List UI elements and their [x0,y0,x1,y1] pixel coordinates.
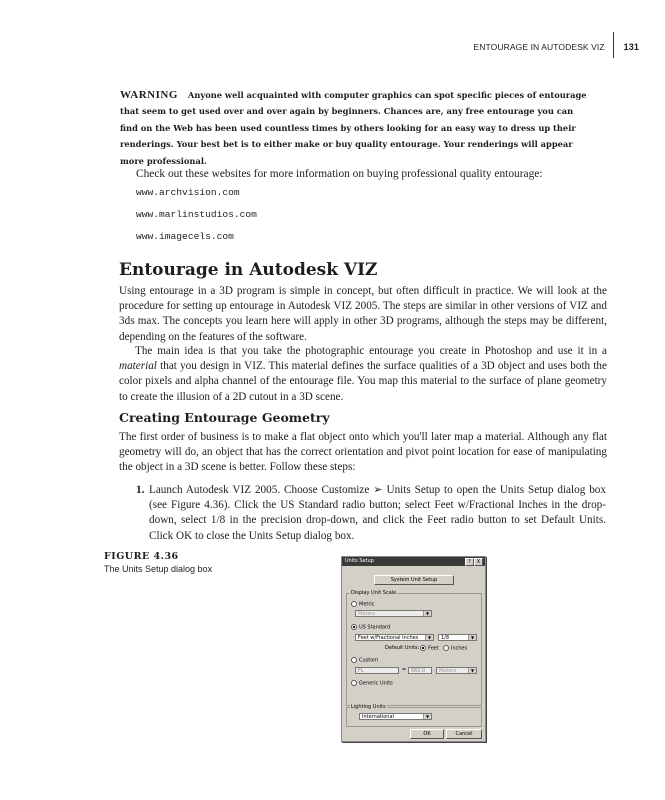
chevron-down-icon: ▼ [423,611,431,616]
precision-value: 1/8 [441,635,450,641]
custom-label: Custom [359,657,379,664]
display-unit-scale-label: Display Unit Scale [351,590,397,596]
running-head: ENTOURAGE IN AUTODESK VIZ [473,42,605,52]
url-item: www.imagecels.com [136,231,234,242]
us-standard-radio[interactable] [351,624,390,631]
precision-dropdown[interactable] [438,634,477,641]
feet-radio-icon [420,645,426,651]
us-standard-radio-icon [351,624,357,630]
chevron-down-icon: ▼ [468,635,476,640]
custom-unit-dropdown[interactable] [436,667,477,674]
inches-radio-icon [443,645,449,651]
figure-caption-text: The Units Setup dialog box [104,564,213,574]
paragraph-3: The first order of business is to make a flat object onto which you'll later map a material. Although any flat geometry will do, an object that has the correct orientation and pivot point location for ease of manipulating the object in a 3D scene is better. Follow these steps: [119,431,607,474]
system-unit-setup-button[interactable]: System Unit Setup [374,575,454,585]
metric-dropdown[interactable] [355,610,432,617]
figure-caption [104,551,224,575]
step-text: Launch Autodesk VIZ 2005. Choose Customize ➢ Units Setup to open the Units Setup dialog box (see Figure 4.36). Click the US Standard radio button; select Feet w/Fractional Inches in the drop-down, select 1/8 in the precision drop-down, and click the Feet radio button to set Default Units. Click OK to close the Units Setup dialog box. [149,484,606,542]
paragraph-1: Using entourage in a 3D program is simple in concept, but often difficult in practice. We will look at the procedure for setting up entourage in Autodesk VIZ 2005. The steps are similar in other versions of VIZ and 3ds max. The concepts you learn here will apply in other 3D programs, although the steps may be different, depending on the features of the software. [119,285,607,343]
chevron-down-icon: ▼ [468,668,476,673]
lighting-units-group [346,704,482,727]
us-units-value: Feet w/Fractional Inches [358,635,419,641]
paragraph-2-end: that you design in VIZ. This material defines the surface qualities of a 3D object and uses both the color pixels and alpha channel of the entourage file. You map this material to the surface of plane geometry to create the illusion of a 2D cutout in a 3D scene. [119,360,607,403]
inches-label: Inches [451,645,468,652]
paragraph-2 [119,344,607,405]
url-list [136,186,257,252]
us-standard-label: US Standard [359,624,391,631]
warning-label: WARNING [120,89,178,101]
default-units-label: Default Units: [385,645,420,651]
section-title: Entourage in Autodesk VIZ [119,260,378,280]
generic-units-radio-icon [351,680,357,686]
units-setup-dialog [341,556,486,742]
chevron-down-icon: ▼ [425,635,433,640]
inches-radio[interactable] [443,645,467,652]
url-item: www.archvision.com [136,187,240,198]
emphasis-material: material [119,360,157,373]
dialog-title: Units Setup [345,558,374,564]
step-1 [136,483,606,544]
feet-label: Feet [428,645,439,652]
running-header [474,36,639,58]
dialog-titlebar [342,557,485,566]
step-number: 1. [136,484,145,496]
custom-name-field[interactable]: FL [355,667,399,674]
warning-text: Anyone well acquainted with computer graphics can spot specific pieces of entourage that seem to get used over and over again by beginners. Chances are, any free entourage you can find on the Web has been used countless times by others looking for an easy way to dress up their renderings. Your best bet is to either make or buy quality entourage. Your renderings will appear more professional. [120,90,587,166]
figure-label: FIGURE 4.36 [104,551,179,562]
generic-units-label: Generic Units [359,680,393,687]
custom-unit-value: Meters [439,668,457,674]
metric-radio[interactable] [351,601,375,608]
websites-intro: Check out these websites for more information on buying professional quality entourage: [136,168,543,180]
cancel-button[interactable]: Cancel [446,729,482,739]
generic-units-radio[interactable] [351,680,393,687]
header-divider [613,32,614,58]
url-item: www.marlinstudios.com [136,209,257,220]
metric-radio-icon [351,601,357,607]
subsection-title: Creating Entourage Geometry [119,410,330,425]
lighting-units-value: International [362,714,394,720]
feet-radio[interactable] [420,645,439,652]
custom-radio-icon [351,657,357,663]
close-icon[interactable]: X [474,558,483,566]
metric-value: Meters [358,611,376,617]
metric-label: Metric [359,601,375,608]
lighting-units-label: Lighting Units [351,704,386,710]
custom-radio[interactable] [351,657,378,664]
chevron-down-icon: ▼ [423,714,431,719]
custom-value-field[interactable]: 660.0 [408,667,432,674]
page-number: 131 [623,42,639,52]
display-unit-scale-group [346,590,482,706]
custom-equals: = [402,667,407,673]
help-icon[interactable]: ? [465,558,474,566]
paragraph-2-start: The main idea is that you take the photographic entourage you create in Photoshop and use it in a [135,345,607,357]
us-units-dropdown[interactable] [355,634,434,641]
lighting-units-dropdown[interactable] [359,713,432,720]
ok-button[interactable]: OK [410,729,444,739]
warning-box [120,88,590,170]
